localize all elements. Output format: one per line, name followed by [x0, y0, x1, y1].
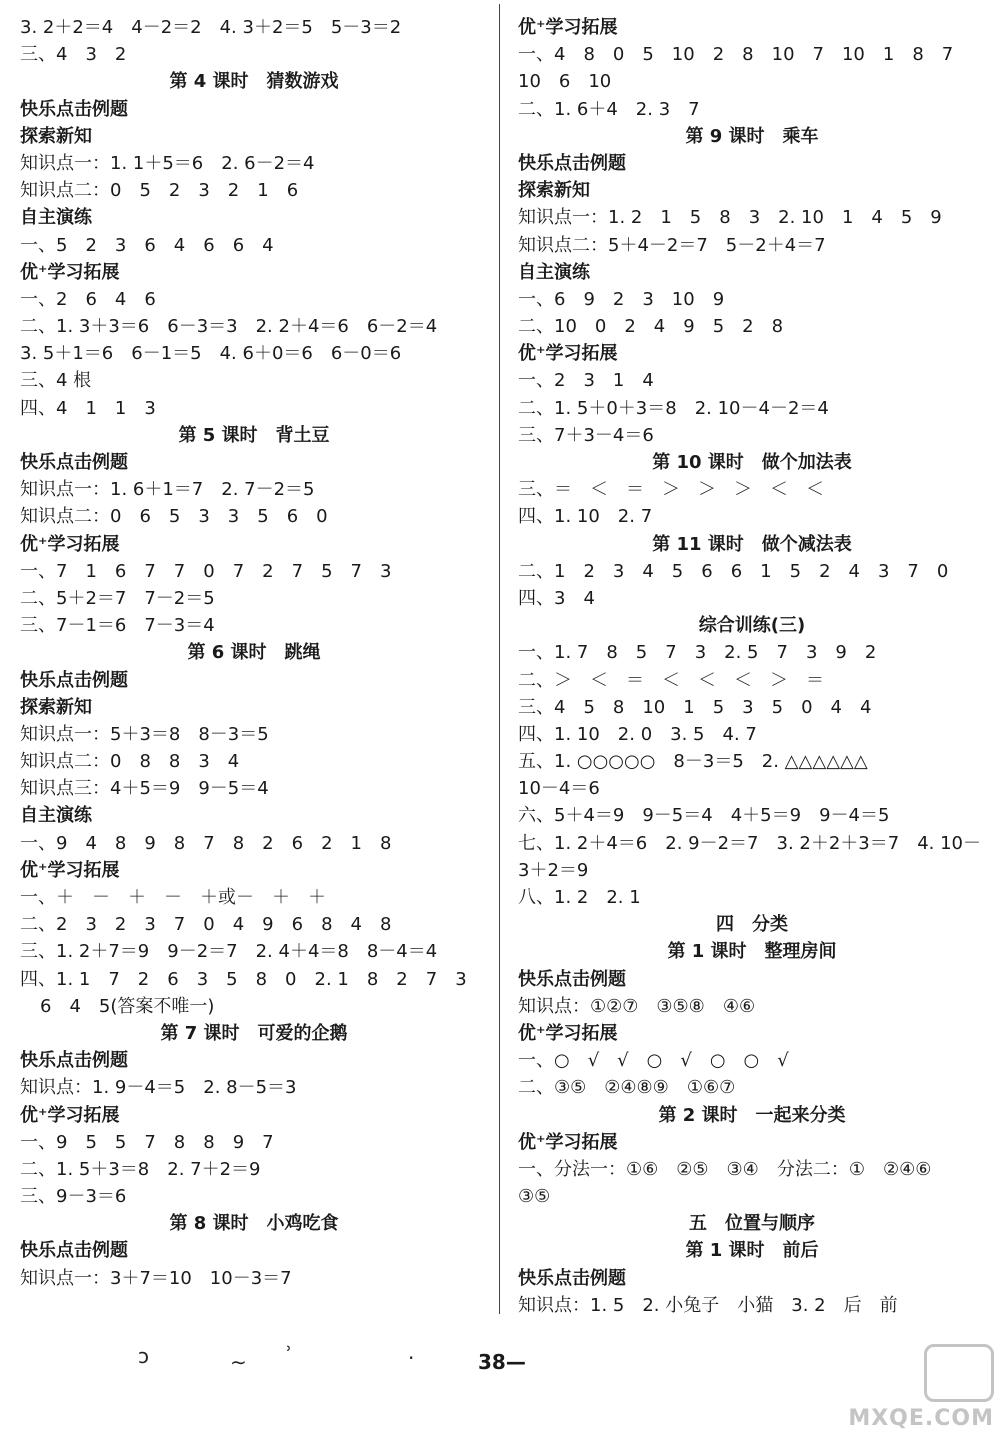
watermark-text: MXQE.COM [848, 1406, 994, 1431]
section-heading: 综合训练(三) [698, 615, 806, 637]
section-heading: 第 11 课时 做个减法表 [652, 533, 852, 555]
answer-line: 知识点一：1. 1＋5＝6 2. 6－2＝4 [20, 152, 315, 174]
subsection-label: 优⁺学习拓展 [20, 859, 120, 881]
answer-line: 知识点一：1. 2 1 5 8 3 2. 10 1 4 5 9 [518, 207, 942, 229]
section-heading: 第 2 课时 一起来分类 [658, 1104, 846, 1126]
answer-line: 一、5 2 3 6 4 6 6 4 [20, 234, 274, 256]
section-heading: 第 1 课时 前后 [685, 1240, 819, 1262]
answer-line: 10－4＝6 [518, 778, 600, 800]
page-footer [0, 1340, 1000, 1431]
answer-line: 6 4 5(答案不唯一) [40, 995, 215, 1017]
subsection-label: 快乐点击例题 [518, 1267, 626, 1289]
answer-line: 一、○ √ √ ○ √ ○ ○ √ [518, 1050, 789, 1072]
left-column [20, 14, 488, 1292]
answer-line: 一、1. 7 8 5 7 3 2. 5 7 3 9 2 [518, 642, 877, 664]
answer-line: 四、3 4 [518, 587, 595, 609]
answer-line: 3＋2＝9 [518, 859, 589, 881]
answer-line: 知识点一：1. 6＋1＝7 2. 7－2＝5 [20, 479, 315, 501]
subsection-label: 优⁺学习拓展 [518, 1022, 618, 1044]
section-heading: 第 7 课时 可爱的企鹅 [160, 1022, 348, 1044]
right-column [518, 14, 986, 1319]
answer-line: 二、5＋2＝7 7－2＝5 [20, 587, 215, 609]
answer-line: 三、4 根 [20, 370, 92, 392]
answer-line: 3. 5＋1＝6 6－1＝5 4. 6＋0＝6 6－0＝6 [20, 343, 402, 365]
footer-mark-3: ʾ [286, 1342, 293, 1366]
answer-line: 一、4 8 0 5 10 2 8 10 7 10 1 8 7 [518, 44, 954, 66]
section-heading: 第 9 课时 乘车 [685, 125, 819, 147]
answer-line: 二、③⑤ ②④⑧⑨ ①⑥⑦ [518, 1077, 736, 1099]
answer-line: 10 6 10 [518, 71, 612, 93]
answer-line: 八、1. 2 2. 1 [518, 887, 641, 908]
subsection-label: 快乐点击例题 [20, 1050, 128, 1072]
answer-line: ③⑤ [518, 1186, 551, 1208]
answer-line: 四、4 1 1 3 [20, 397, 156, 419]
answer-line: 三、1. 2＋7＝9 9－2＝7 2. 4＋4＝8 8－4＝4 [20, 941, 438, 963]
answer-line: 一、7 1 6 7 7 0 7 2 7 5 7 3 [20, 560, 392, 582]
subsection-label: 探索新知 [20, 125, 92, 147]
subsection-label: 优⁺学习拓展 [518, 17, 618, 38]
subsection-label: 自主演练 [20, 207, 92, 229]
footer-mark-4: · [408, 1346, 415, 1370]
subsection-label: 快乐点击例题 [20, 669, 128, 691]
answer-line: 知识点一：3＋7＝10 10－3＝7 [20, 1267, 292, 1289]
answer-line: 四、1. 10 2. 7 [518, 506, 653, 528]
answer-line: 三、＝ ＜ ＝ ＞ ＞ ＞ ＜ ＜ [518, 479, 824, 501]
answer-line: 二、2 3 2 3 7 0 4 9 6 8 4 8 [20, 914, 392, 936]
subsection-label: 优⁺学习拓展 [20, 533, 120, 555]
section-heading: 第 4 课时 猜数游戏 [169, 71, 339, 93]
section-heading: 第 5 课时 背土豆 [178, 424, 330, 446]
section-heading: 第 1 课时 整理房间 [667, 941, 837, 963]
answer-line: 知识点：1. 5 2. 小兔子 小猫 3. 2 后 前 [518, 1294, 898, 1316]
answer-line: 四、1. 10 2. 0 3. 5 4. 7 [518, 723, 757, 745]
answer-line: 三、7－1＝6 7－3＝4 [20, 615, 215, 637]
section-heading: 第 10 课时 做个加法表 [652, 452, 852, 473]
answer-line: 六、5＋4＝9 9－5＝4 4＋5＝9 9－4＝5 [518, 805, 890, 827]
answer-line: 二、1. 6＋4 2. 3 7 [518, 98, 700, 120]
answer-line: 二、1 2 3 4 5 6 6 1 5 2 4 3 7 0 [518, 560, 949, 582]
column-divider [499, 4, 500, 1314]
subsection-label: 探索新知 [20, 696, 92, 718]
answer-line: 知识点三：4＋5＝9 9－5＝4 [20, 778, 269, 800]
answer-line: 一、6 9 2 3 10 9 [518, 288, 725, 310]
answer-line: 一、9 4 8 9 8 7 8 2 6 2 1 8 [20, 832, 392, 854]
subsection-label: 优⁺学习拓展 [20, 1104, 120, 1126]
answer-line: 知识点：①②⑦ ③⑤⑧ ④⑥ [518, 995, 756, 1017]
answer-line: 知识点二：0 6 5 3 3 5 6 0 [20, 506, 328, 528]
page-number: 38— [478, 1350, 526, 1374]
section-heading: 四 分类 [716, 914, 788, 936]
section-heading: 第 8 课时 小鸡吃食 [169, 1213, 339, 1235]
section-heading: 五 位置与顺序 [689, 1213, 815, 1235]
answer-line: 三、4 3 2 [20, 44, 127, 66]
answer-line: 一、＋ － ＋ － ＋或－ ＋ ＋ [20, 887, 326, 908]
subsection-label: 优⁺学习拓展 [518, 1131, 618, 1153]
answer-line: 3. 2＋2＝4 4－2＝2 4. 3＋2＝5 5－3＝2 [20, 17, 402, 38]
subsection-label: 快乐点击例题 [20, 452, 128, 473]
subsection-label: 优⁺学习拓展 [20, 261, 120, 283]
answer-line: 二、10 0 2 4 9 5 2 8 [518, 316, 784, 338]
answer-line: 二、1. 5＋0＋3＝8 2. 10－4－2＝4 [518, 397, 829, 419]
subsection-label: 优⁺学习拓展 [518, 343, 618, 365]
answer-line: 二、1. 5＋3＝8 2. 7＋2＝9 [20, 1158, 261, 1180]
subsection-label: 快乐点击例题 [20, 98, 128, 120]
subsection-label: 快乐点击例题 [518, 152, 626, 174]
watermark-logo-icon [924, 1344, 994, 1402]
footer-mark-1: ↄ [138, 1344, 149, 1368]
footer-mark-2: ∼ [230, 1350, 247, 1374]
answer-line: 一、2 3 1 4 [518, 370, 654, 392]
section-heading: 第 6 课时 跳绳 [187, 642, 321, 664]
answer-line: 四、1. 1 7 2 6 3 5 8 0 2. 1 8 2 7 3 [20, 968, 467, 990]
answer-line: 一、分法一：①⑥ ②⑤ ③④ 分法二：① ②④⑥ [518, 1158, 932, 1180]
answer-line: 知识点：1. 9－4＝5 2. 8－5＝3 [20, 1077, 297, 1099]
answer-line: 知识点二：0 5 2 3 2 1 6 [20, 180, 299, 202]
answer-line: 知识点二：5＋4－2＝7 5－2＋4＝7 [518, 234, 826, 256]
answer-line: 三、7＋3－4＝6 [518, 424, 654, 446]
subsection-label: 快乐点击例题 [20, 1240, 128, 1262]
subsection-label: 探索新知 [518, 180, 590, 202]
answer-line: 三、9－3＝6 [20, 1186, 127, 1208]
subsection-label: 自主演练 [20, 805, 92, 827]
answer-line: 七、1. 2＋4＝6 2. 9－2＝7 3. 2＋2＋3＝7 4. 10－ [518, 832, 982, 854]
answer-line: 知识点一：5＋3＝8 8－3＝5 [20, 723, 269, 745]
answer-line: 二、＞ ＜ ＝ ＜ ＜ ＜ ＞ ＝ [518, 669, 824, 691]
answer-line: 知识点二：0 8 8 3 4 [20, 751, 240, 773]
subsection-label: 自主演练 [518, 261, 590, 283]
answer-line: 三、4 5 8 10 1 5 3 5 0 4 4 [518, 696, 872, 718]
answer-line: 一、9 5 5 7 8 8 9 7 [20, 1131, 274, 1153]
answer-line: 二、1. 3＋3＝6 6－3＝3 2. 2＋4＝6 6－2＝4 [20, 316, 438, 338]
answer-line: 一、2 6 4 6 [20, 288, 156, 310]
subsection-label: 快乐点击例题 [518, 968, 626, 990]
answer-line: 五、1. ○○○○○ 8－3＝5 2. △△△△△△ [518, 751, 868, 773]
